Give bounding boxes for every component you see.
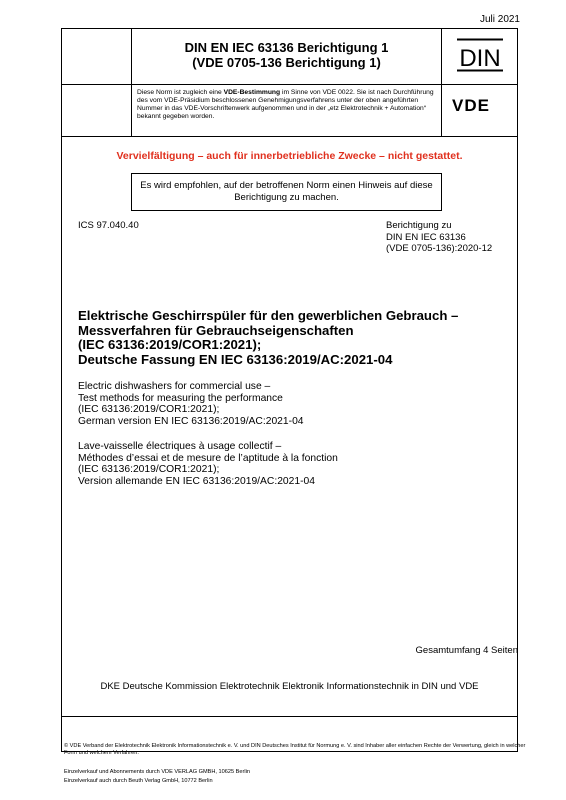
- din-logo: [456, 38, 504, 72]
- notice-text: Diese Norm ist zugleich eine: [137, 89, 224, 96]
- title-box: [131, 28, 442, 85]
- notice-bold: VDE-Bestimmung: [223, 89, 281, 96]
- vde-notice: [131, 85, 442, 137]
- title-en-line: German version EN IEC 63136:2019/AC:2021-04: [78, 415, 304, 427]
- title-en-line: Test methods for measuring the performance: [78, 392, 283, 404]
- dke-line: DKE Deutsche Kommission Elektrotechnik Elektronik Informationstechnik in DIN und VDE: [100, 681, 479, 692]
- title-fr-line: Lave-vaisselle électriques à usage collectif –: [78, 441, 282, 452]
- correction-ref-line1: Berichtigung zu: [386, 220, 452, 231]
- sales-info: [64, 768, 534, 786]
- copy-warning: Vervielfältigung – auch für innerbetriebliche Zwecke – nicht gestattet.: [116, 150, 463, 162]
- doc-title-line2: (VDE 0705-136 Berichtigung 1): [192, 55, 381, 70]
- publication-date: Juli 2021: [479, 14, 520, 25]
- title-en-line: Electric dishwashers for commercial use –: [78, 381, 271, 392]
- page-count: Gesamtumfang 4 Seiten: [415, 645, 518, 656]
- title-de-line: Messverfahren für Gebrauchseigenschaften: [78, 322, 354, 338]
- copyright-notice: © VDE Verband der Elektrotechnik Elektronik Informationstechnik e. V. und DIN Deutsches Institut für Normung e. V. sind Inhaber aller einfachen Rechte der Verwertung, gleich in welcher Form und welchem Verfahren.: [64, 743, 526, 756]
- title-german: [78, 309, 508, 367]
- vde-logo: VDE: [452, 96, 490, 115]
- title-de-line: Elektrische Geschirrspüler für den gewerblichen Gebrauch –: [78, 308, 459, 323]
- ics-code: ICS 97.040.40: [78, 220, 139, 231]
- correction-ref-line2: DIN EN IEC 63136: [386, 231, 466, 243]
- title-fr-line: Méthodes d’essai et de mesure de l’aptitude à la fonction: [78, 452, 338, 464]
- doc-title-line1: DIN EN IEC 63136 Berichtigung 1: [184, 40, 389, 55]
- title-fr-line: (IEC 63136:2019/COR1:2021);: [78, 464, 220, 476]
- correction-ref-line3: (VDE 0705-136):2020-12: [386, 243, 493, 254]
- title-de-line: (IEC 63136:2019/COR1:2021);: [78, 337, 262, 352]
- title-de-line: Deutsche Fassung EN IEC 63136:2019/AC:2021-04: [78, 351, 393, 367]
- correction-reference: [386, 220, 492, 255]
- title-french: [78, 441, 508, 487]
- title-fr-line: Version allemande EN IEC 63136:2019/AC:2021-04: [78, 475, 315, 487]
- din-logo-text: DIN: [459, 45, 501, 72]
- title-en-line: (IEC 63136:2019/COR1:2021);: [78, 404, 220, 416]
- footer-divider: [61, 716, 518, 717]
- recommendation-box: Es wird empfohlen, auf der betroffenen Norm einen Hinweis auf diese Berichtigung zu machen.: [131, 173, 442, 211]
- title-english: [78, 381, 508, 427]
- notice-text-cont: im Sinne von VDE 0022. Sie ist nach Durchführung des vom VDE-Präsidium beschlossenen Genehmigungsverfahrens unter der oben angeführten Nummer in das VDE-Vorschriftenwerk aufgenommen und in der „etz Elektrotechnik + Automation“ bekannt gegeben worden.: [137, 89, 434, 120]
- sales-line2: Einzelverkauf auch durch Beuth Verlag GmbH, 10772 Berlin: [64, 778, 213, 784]
- sales-line1: Einzelverkauf und Abonnements durch VDE VERLAG GMBH, 10625 Berlin: [64, 769, 250, 775]
